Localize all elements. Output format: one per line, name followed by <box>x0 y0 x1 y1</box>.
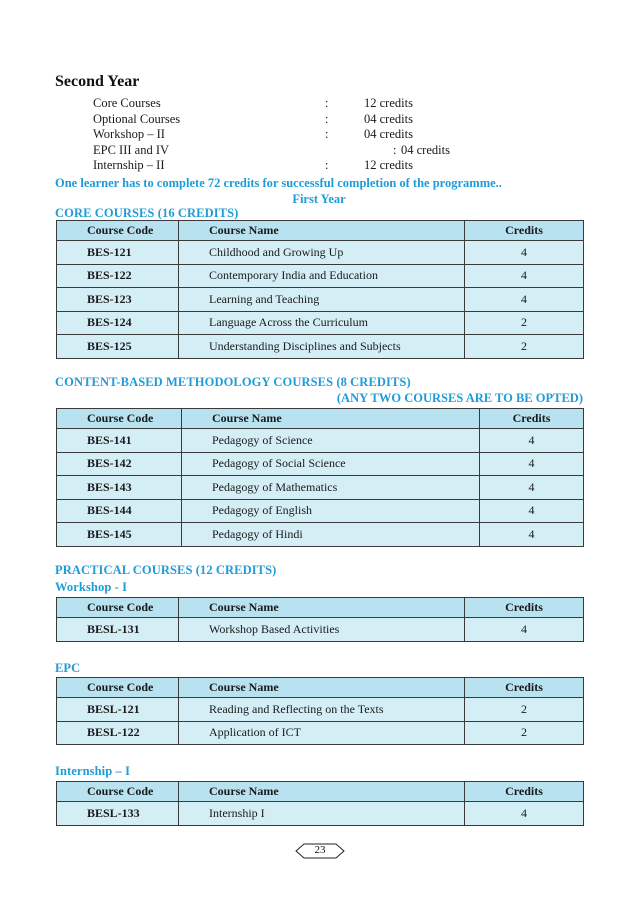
second-year-item-credits: 12 credits <box>364 158 413 173</box>
course-code-cell: BESL-133 <box>57 802 179 826</box>
course-code-header: Course Code <box>57 221 179 241</box>
course-name-cell: Reading and Reflecting on the Texts <box>179 698 465 722</box>
page-number-badge <box>295 843 345 859</box>
course-code-cell: BES-124 <box>57 311 179 335</box>
credits-header: Credits <box>465 782 584 802</box>
second-year-item-name: Core Courses <box>93 96 161 110</box>
credits-cell: 4 <box>480 429 584 453</box>
course-code-header: Course Code <box>57 409 182 429</box>
credits-cell: 4 <box>465 802 584 826</box>
table-row <box>57 311 584 335</box>
table-row <box>57 499 584 523</box>
second-year-heading: Second Year <box>55 73 140 90</box>
course-name-cell: Pedagogy of Mathematics <box>182 476 480 500</box>
credits-cell: 4 <box>465 288 584 312</box>
course-code-header: Course Code <box>57 678 179 698</box>
course-code-cell: BES-143 <box>57 476 182 500</box>
course-name-cell: Pedagogy of Hindi <box>182 523 480 547</box>
credits-cell: 4 <box>480 523 584 547</box>
second-year-row <box>93 96 513 112</box>
course-name-cell: Workshop Based Activities <box>179 618 465 642</box>
workshop-table <box>56 597 584 642</box>
credits-cell: 4 <box>465 618 584 642</box>
completion-note: One learner has to complete 72 credits for successful completion of the programme.. <box>55 176 502 190</box>
separator-colon: : <box>325 111 329 126</box>
credits-header: Credits <box>480 409 584 429</box>
course-code-cell: BESL-122 <box>57 721 179 745</box>
second-year-row <box>93 143 513 159</box>
credits-cell: 2 <box>465 721 584 745</box>
table-header-row <box>57 221 584 241</box>
course-name-cell: Pedagogy of Science <box>182 429 480 453</box>
course-name-header: Course Name <box>179 221 465 241</box>
table-header-row <box>57 598 584 618</box>
table-row <box>57 698 584 722</box>
credits-cell: 4 <box>465 264 584 288</box>
course-code-cell: BES-144 <box>57 499 182 523</box>
epc-table <box>56 677 584 745</box>
internship-heading: Internship – I <box>55 764 131 778</box>
table-header-row <box>57 678 584 698</box>
course-name-header: Course Name <box>179 598 465 618</box>
second-year-item-credits: 04 credits <box>364 127 413 142</box>
second-year-item-credits: 04 credits <box>401 142 450 157</box>
course-name-cell: Pedagogy of English <box>182 499 480 523</box>
separator-colon: : <box>393 142 397 157</box>
course-code-cell: BES-125 <box>57 335 179 359</box>
table-row <box>57 476 584 500</box>
course-code-cell: BES-122 <box>57 264 179 288</box>
course-code-cell: BES-145 <box>57 523 182 547</box>
workshop-heading: Workshop - I <box>55 580 128 594</box>
course-code-cell: BES-141 <box>57 429 182 453</box>
course-code-cell: BESL-131 <box>57 618 179 642</box>
table-header-row <box>57 782 584 802</box>
second-year-item-name: Internship – II <box>93 158 165 173</box>
page-number: 23 <box>314 844 326 856</box>
second-year-item-name: Workshop – II <box>93 127 165 142</box>
table-row <box>57 264 584 288</box>
course-name-cell: Childhood and Growing Up <box>179 241 465 265</box>
course-code-header: Course Code <box>57 782 179 802</box>
course-code-cell: BES-142 <box>57 452 182 476</box>
credits-cell: 2 <box>465 335 584 359</box>
second-year-row <box>93 112 513 128</box>
course-name-cell: Learning and Teaching <box>179 288 465 312</box>
table-header-row <box>57 409 584 429</box>
credits-cell: 4 <box>480 499 584 523</box>
epc-heading: EPC <box>55 661 81 675</box>
course-name-cell: Internship I <box>179 802 465 826</box>
core-courses-heading: CORE COURSES (16 CREDITS) <box>55 206 239 220</box>
second-year-item-credits: 04 credits <box>364 111 413 126</box>
table-row <box>57 288 584 312</box>
course-code-cell: BES-123 <box>57 288 179 312</box>
separator-colon: : <box>325 96 329 110</box>
content-courses-heading: CONTENT-BASED METHODOLOGY COURSES (8 CREDITS) <box>55 375 411 389</box>
credits-header: Credits <box>465 221 584 241</box>
credits-cell: 2 <box>465 698 584 722</box>
credits-header: Credits <box>465 598 584 618</box>
course-name-cell: Pedagogy of Social Science <box>182 452 480 476</box>
table-row <box>57 429 584 453</box>
content-courses-subheading: (ANY TWO COURSES ARE TO BE OPTED) <box>336 391 583 405</box>
course-name-header: Course Name <box>179 782 465 802</box>
second-year-row <box>93 158 513 174</box>
credits-cell: 4 <box>480 452 584 476</box>
second-year-item-credits: 12 credits <box>364 96 413 110</box>
credits-cell: 2 <box>465 311 584 335</box>
content-courses-table <box>56 408 584 547</box>
separator-colon: : <box>325 127 329 142</box>
internship-table <box>56 781 584 826</box>
credits-cell: 4 <box>480 476 584 500</box>
course-name-cell: Language Across the Curriculum <box>179 311 465 335</box>
core-courses-table <box>56 220 584 359</box>
table-row <box>57 452 584 476</box>
course-code-cell: BESL-121 <box>57 698 179 722</box>
first-year-heading: First Year <box>292 192 346 206</box>
course-name-cell: Understanding Disciplines and Subjects <box>179 335 465 359</box>
table-row <box>57 618 584 642</box>
practical-courses-heading: PRACTICAL COURSES (12 CREDITS) <box>55 563 277 577</box>
course-code-header: Course Code <box>57 598 179 618</box>
course-name-cell: Application of ICT <box>179 721 465 745</box>
table-row <box>57 335 584 359</box>
second-year-item-name: Optional Courses <box>93 111 181 126</box>
credits-cell: 4 <box>465 241 584 265</box>
table-row <box>57 241 584 265</box>
second-year-item-name: EPC III and IV <box>93 142 170 157</box>
table-row <box>57 721 584 745</box>
separator-colon: : <box>325 158 329 173</box>
credits-header: Credits <box>465 678 584 698</box>
course-name-header: Course Name <box>182 409 480 429</box>
second-year-credit-list <box>93 96 513 174</box>
table-row <box>57 523 584 547</box>
course-name-header: Course Name <box>179 678 465 698</box>
second-year-row <box>93 127 513 143</box>
course-name-cell: Contemporary India and Education <box>179 264 465 288</box>
table-row <box>57 802 584 826</box>
course-code-cell: BES-121 <box>57 241 179 265</box>
